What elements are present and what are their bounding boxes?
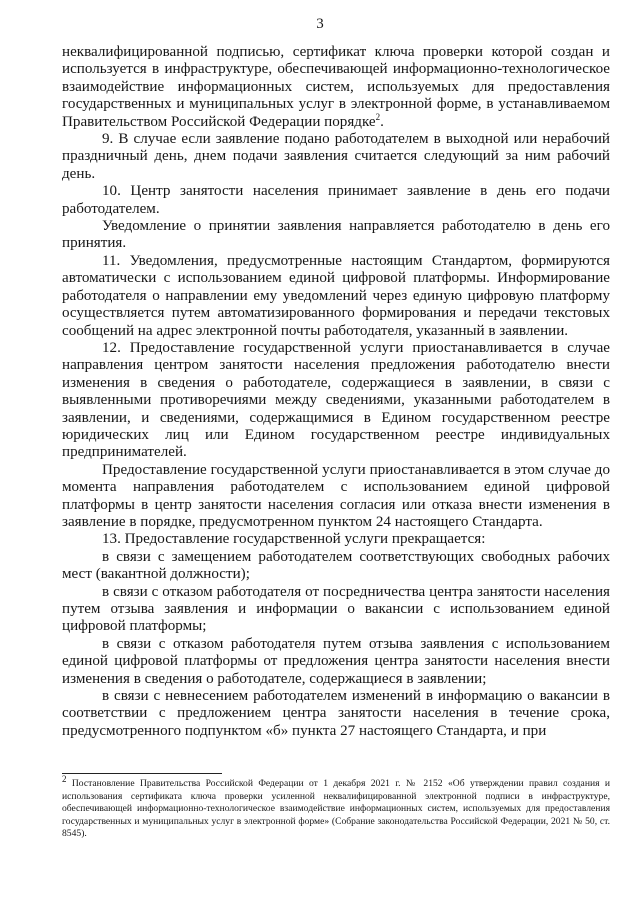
footnote — [62, 773, 610, 841]
list-item-no-changes: в связи с невнесением работодателем изменений в информацию о вакансии в соответствии с предложением центра занятости населения в течение срока, предусмотренного подпунктом «б» пункта 27 настоящего Стандарта, и при — [62, 688, 610, 739]
page-number: 3 — [316, 16, 324, 32]
list-item-refusal: в связи с отказом работодателя путем отзыва заявления с использованием единой цифровой платформы от предложения центра занятости населения внести изменения в сведения о работодателе, содержащиеся в заявлении; — [62, 635, 610, 687]
footnote-text: Постановление Правительства Российской Федерации от 1 декабря 2021 г. № 2152 «Об утверждении правил создания и использования сертификата ключа проверки усиленной неквалифицированной электронной подписи в инфраструктуре, обеспечивающей информационно-технологическое взаимодействие информационных систем, используемых для предоставления государственных и муниципальных услуг в электронной форме» (Собрание законодательства Российской Федерации, 2021 № 50, ст. 8545). — [62, 778, 610, 840]
paragraph-11: 11. Уведомления, предусмотренные настоящим Стандартом, формируются автоматически с использованием единой цифровой платформы. Информирование работодателя о направлении ему уведомлений через единую цифровую платформу осуществляется путем автоматизированного формирования и передачи текстовых сообщений на адрес электронной почты работодателя, указанный в заявлении. — [62, 252, 610, 339]
list-item-vacancy-filled: в связи с замещением работодателем соответствующих свободных рабочих мест (вакантной должности); — [62, 548, 610, 583]
paragraph-10: 10. Центр занятости населения принимает заявление в день его подачи работодателем. — [62, 183, 610, 217]
paragraph-notification: Уведомление о принятии заявления направляется работодателю в день его принятия. — [62, 218, 610, 252]
footnote-divider — [62, 773, 222, 774]
paragraph-continuation — [62, 44, 610, 131]
paragraph-13: 13. Предоставление государственной услуги прекращается: — [102, 531, 486, 548]
paragraph-9: 9. В случае если заявление подано работодателем в выходной или нерабочий праздничный день, днем подачи заявления считается следующий за ним рабочий день. — [62, 131, 610, 182]
paragraph-suspension: Предоставление государственной услуги приостанавливается в этом случае до момента направления работодателем с использованием единой цифровой платформы в центр занятости населения согласия или отказа внести изменения в заявление в порядке, предусмотренном пунктом 24 настоящего Стандарта. — [62, 461, 610, 530]
document-body — [62, 44, 610, 740]
paragraph-text: неквалифицированной подписью, сертификат ключа проверки которой создан и используется в инфраструктуре, обеспечивающей информационно-технологическое взаимодействие информационных систем, используемых для предоставления государственных и муниципальных услуг в электронной форме, в устанавливаемом Правительством Российской Федерации порядке — [62, 44, 610, 130]
footnote-marker: 2 — [62, 773, 67, 784]
paragraph-end-punctuation: . — [380, 113, 384, 130]
paragraph-12: 12. Предоставление государственной услуги приостанавливается в случае направления центром занятости населения предложения работодателю внести изменения в сведения о работодателе, содержащиеся в заявлении, в связи с выявленными противоречиями между сведениями, указанными работодателем в заявлении, и сведениями, содержащимися в Едином государственном реестре юридических лиц или Едином государственном реестре индивидуальных предпринимателей. — [62, 339, 610, 461]
list-item-withdrawal: в связи с отказом работодателя от посредничества центра занятости населения путем отзыва заявления и информации о вакансии с использованием единой цифровой платформы; — [62, 583, 610, 635]
footnote-reference: 2 — [375, 111, 381, 122]
